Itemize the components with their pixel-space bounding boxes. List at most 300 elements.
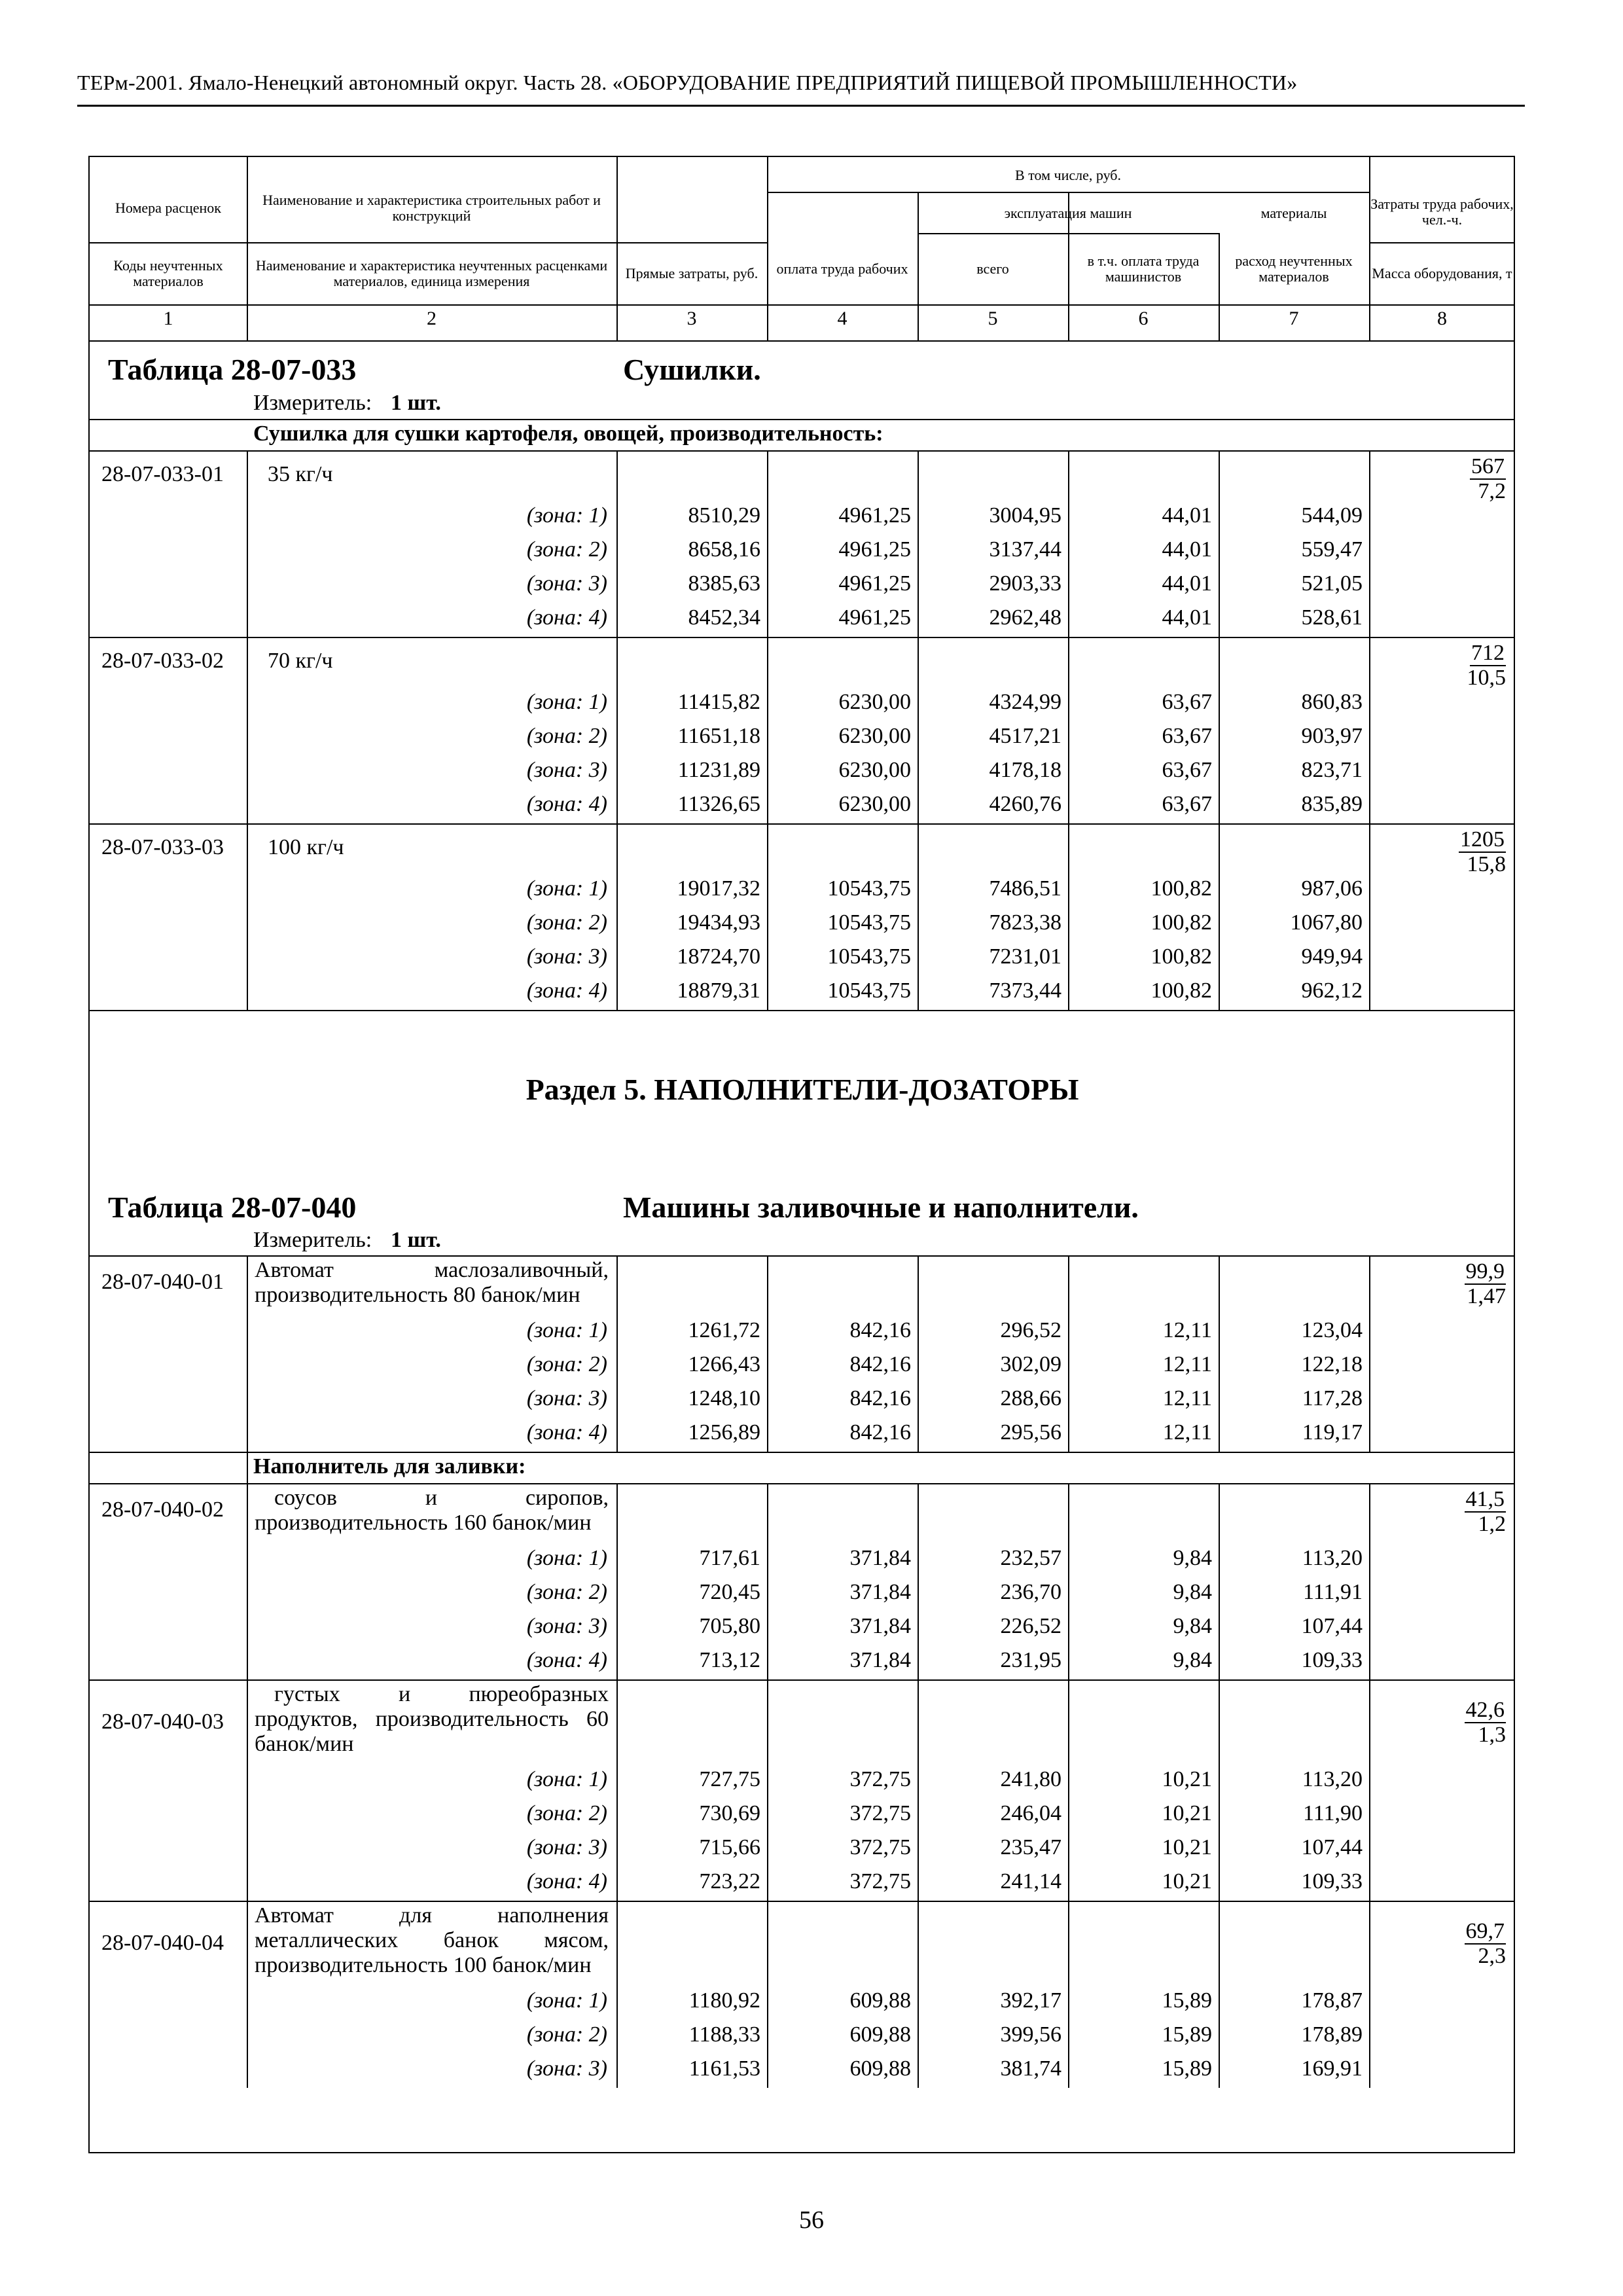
column-number: 2 <box>427 308 437 329</box>
cost-value: 6230,00 <box>838 690 911 714</box>
column-number: 7 <box>1289 308 1299 329</box>
column-number: 5 <box>988 308 998 329</box>
page-number: 56 <box>799 2206 824 2234</box>
zone-label: (зона: 1) <box>526 1767 607 1791</box>
rule <box>918 637 919 823</box>
cost-value: 19017,32 <box>677 876 760 901</box>
cost-value: 10543,75 <box>827 876 911 901</box>
cost-value: 4961,25 <box>838 537 911 562</box>
rule <box>616 1255 618 1452</box>
cost-value: 113,20 <box>1302 1546 1363 1570</box>
cost-value: 7823,38 <box>989 910 1061 935</box>
cost-value: 109,33 <box>1301 1648 1363 1672</box>
zone-label: (зона: 2) <box>526 910 607 935</box>
col-machines-total-header: всего <box>976 260 1009 277</box>
cost-value: 123,04 <box>1301 1318 1363 1342</box>
labor-hours: 42,6 <box>1465 1698 1505 1722</box>
cost-value: 100,82 <box>1150 944 1212 969</box>
cost-value: 63,67 <box>1162 724 1212 748</box>
cost-value: 232,57 <box>1000 1546 1061 1570</box>
labor-mass-fraction <box>1376 827 1506 876</box>
cost-value: 4517,21 <box>989 724 1061 748</box>
col-work-name-header: Наименование и характеристика строительных работ и конструкций <box>262 192 601 224</box>
cost-value: 11651,18 <box>677 724 760 748</box>
rule <box>918 1901 919 2088</box>
rule <box>1369 823 1370 1010</box>
col-mass-header: Масса оборудования, т <box>1372 264 1512 281</box>
column-number: 8 <box>1437 308 1447 329</box>
cost-value: 715,66 <box>699 1835 760 1859</box>
group-caption: Наполнитель для заливки: <box>253 1454 526 1479</box>
rule <box>90 340 1515 342</box>
rule <box>247 1452 248 1483</box>
rule <box>767 823 768 1010</box>
cost-value: 235,47 <box>1000 1835 1061 1859</box>
rule <box>767 1483 768 1679</box>
cost-value: 117,28 <box>1302 1386 1363 1410</box>
rule <box>1369 242 1515 243</box>
rule <box>767 637 768 823</box>
zone-label: (зона: 1) <box>526 1318 607 1342</box>
cost-value: 7373,44 <box>989 978 1061 1003</box>
zone-label: (зона: 4) <box>526 1420 607 1444</box>
cost-value: 11326,65 <box>677 792 760 816</box>
rate-code: 28-07-040-03 <box>101 1710 224 1734</box>
cost-value: 4961,25 <box>838 503 911 528</box>
cost-value: 730,69 <box>699 1801 760 1825</box>
equipment-mass: 7,2 <box>1478 479 1506 503</box>
group-materials-header: материалы <box>1260 205 1327 221</box>
zone-label: (зона: 2) <box>526 537 607 562</box>
cost-value: 1248,10 <box>688 1386 760 1410</box>
cost-value: 720,45 <box>699 1580 760 1604</box>
cost-value: 113,20 <box>1302 1767 1363 1791</box>
cost-value: 295,56 <box>1000 1420 1061 1444</box>
zone-label: (зона: 3) <box>526 2056 607 2081</box>
rule <box>767 192 1369 193</box>
cost-value: 11415,82 <box>677 690 760 714</box>
cost-value: 609,88 <box>849 2056 911 2081</box>
measure-label: Измеритель: <box>253 1228 372 1252</box>
cost-value: 178,89 <box>1301 2022 1363 2047</box>
cost-value: 178,87 <box>1301 1988 1363 2013</box>
rule <box>90 1452 1515 1453</box>
zone-label: (зона: 1) <box>526 876 607 901</box>
table-name: Сушилки. <box>623 353 761 386</box>
cost-value: 241,14 <box>1000 1869 1061 1893</box>
rule <box>616 450 618 637</box>
zone-label: (зона: 1) <box>526 690 607 714</box>
rule <box>90 1255 1515 1257</box>
rule <box>1369 1679 1370 1901</box>
cost-value: 842,16 <box>849 1318 911 1342</box>
cost-value: 1067,80 <box>1290 910 1363 935</box>
zone-label: (зона: 2) <box>526 2022 607 2047</box>
column-number: 1 <box>163 308 173 329</box>
cost-value: 371,84 <box>849 1580 911 1604</box>
cost-value: 12,11 <box>1162 1352 1212 1376</box>
cost-value: 231,95 <box>1000 1648 1061 1672</box>
labor-mass-fraction <box>1376 641 1506 690</box>
cost-value: 544,09 <box>1301 503 1363 528</box>
cost-value: 3004,95 <box>989 503 1061 528</box>
labor-hours: 1205 <box>1460 827 1505 852</box>
cost-value: 842,16 <box>849 1420 911 1444</box>
col-labor-header: Затраты труда рабочих, чел.-ч. <box>1370 196 1514 228</box>
cost-value: 6230,00 <box>838 792 911 816</box>
rule <box>1068 1901 1069 2088</box>
cost-value: 372,75 <box>849 1767 911 1791</box>
cost-value: 1180,92 <box>688 1988 760 2013</box>
cost-value: 1261,72 <box>688 1318 760 1342</box>
rule <box>1219 823 1220 1010</box>
rule <box>767 1255 768 1452</box>
cost-value: 609,88 <box>849 1988 911 2013</box>
rule <box>1068 1679 1069 1901</box>
cost-value: 100,82 <box>1150 978 1212 1003</box>
rule <box>1068 1483 1069 1679</box>
labor-hours: 567 <box>1471 454 1505 478</box>
zone-label: (зона: 4) <box>526 792 607 816</box>
cost-value: 44,01 <box>1162 571 1212 596</box>
rate-code: 28-07-040-02 <box>101 1498 224 1522</box>
labor-hours: 99,9 <box>1465 1259 1505 1283</box>
rule <box>616 823 618 1010</box>
col-direct-cost-header: Прямые затраты, руб. <box>625 264 758 281</box>
col-material-codes-header: Коды неучтенных материалов <box>113 257 223 289</box>
cost-value: 119,17 <box>1302 1420 1363 1444</box>
cost-value: 723,22 <box>699 1869 760 1893</box>
cost-value: 371,84 <box>849 1648 911 1672</box>
cost-value: 3137,44 <box>989 537 1061 562</box>
cost-value: 9,84 <box>1173 1614 1212 1638</box>
cost-value: 609,88 <box>849 2022 911 2047</box>
rule <box>1369 450 1370 637</box>
section-title: Раздел 5. НАПОЛНИТЕЛИ-ДОЗАТОРЫ <box>526 1073 1079 1106</box>
cost-value: 107,44 <box>1301 1614 1363 1638</box>
zone-label: (зона: 3) <box>526 758 607 782</box>
cost-value: 111,90 <box>1303 1801 1363 1825</box>
rule <box>767 1901 768 2088</box>
cost-value: 4961,25 <box>838 571 911 596</box>
labor-hours: 41,5 <box>1465 1487 1505 1511</box>
rule <box>90 450 1515 452</box>
cost-value: 8658,16 <box>688 537 760 562</box>
zone-label: (зона: 1) <box>526 503 607 528</box>
cost-value: 107,44 <box>1301 1835 1363 1859</box>
cost-value: 962,12 <box>1301 978 1363 1003</box>
cost-value: 296,52 <box>1000 1318 1061 1342</box>
cost-value: 19434,93 <box>677 910 760 935</box>
rule <box>90 637 1515 638</box>
item-name: 35 кг/ч <box>268 462 333 486</box>
cost-value: 1161,53 <box>688 2056 760 2081</box>
rule <box>767 1679 768 1901</box>
measure-value: 1 шт. <box>391 1228 441 1252</box>
rule <box>247 450 248 637</box>
running-title: ТЕРм-2001. Ямало-Ненецкий автономный округ. Часть 28. «ОБОРУДОВАНИЕ ПРЕДПРИЯТИЙ ПИЩЕВОЙ ПРОМЫШЛЕННОСТИ» <box>77 71 1298 94</box>
cost-value: 10,21 <box>1162 1869 1212 1893</box>
cost-value: 399,56 <box>1000 2022 1061 2047</box>
rule <box>918 450 919 637</box>
cost-value: 122,18 <box>1301 1352 1363 1376</box>
cost-value: 7486,51 <box>989 876 1061 901</box>
rule <box>918 823 919 1010</box>
cost-value: 10543,75 <box>827 944 911 969</box>
cost-value: 987,06 <box>1301 876 1363 901</box>
cost-value: 371,84 <box>849 1614 911 1638</box>
cost-value: 109,33 <box>1301 1869 1363 1893</box>
cost-value: 727,75 <box>699 1767 760 1791</box>
cost-value: 10543,75 <box>827 910 911 935</box>
col-worker-pay-header: оплата труда рабочих <box>776 260 908 277</box>
cost-value: 1188,33 <box>688 2022 760 2047</box>
rule <box>90 1901 1515 1902</box>
cost-value: 44,01 <box>1162 605 1212 630</box>
rule <box>616 637 618 823</box>
cost-value: 392,17 <box>1000 1988 1061 2013</box>
item-name: 70 кг/ч <box>268 649 333 673</box>
cost-value: 372,75 <box>849 1869 911 1893</box>
rule <box>1369 1483 1370 1679</box>
cost-value: 860,83 <box>1301 690 1363 714</box>
cost-value: 15,89 <box>1162 2022 1212 2047</box>
cost-value: 241,80 <box>1000 1767 1061 1791</box>
cost-value: 4961,25 <box>838 605 911 630</box>
labor-mass-fraction <box>1376 1259 1506 1308</box>
rule <box>247 1901 248 2088</box>
zone-label: (зона: 3) <box>526 944 607 969</box>
cost-value: 10,21 <box>1162 1801 1212 1825</box>
table-title: Таблица 28-07-033 <box>108 353 357 386</box>
item-name: соусов и сиропов, производительность 160 банок/мин <box>255 1486 609 1535</box>
zone-label: (зона: 3) <box>526 1614 607 1638</box>
cost-value: 2903,33 <box>989 571 1061 596</box>
cost-value: 44,01 <box>1162 503 1212 528</box>
cost-value: 12,11 <box>1162 1386 1212 1410</box>
rule <box>1219 1255 1220 1452</box>
zone-label: (зона: 1) <box>526 1988 607 2013</box>
cost-value: 9,84 <box>1173 1580 1212 1604</box>
measure-label: Измеритель: <box>253 391 372 415</box>
rate-code: 28-07-040-01 <box>101 1270 224 1294</box>
cost-value: 63,67 <box>1162 792 1212 816</box>
cost-value: 2962,48 <box>989 605 1061 630</box>
zone-label: (зона: 3) <box>526 1386 607 1410</box>
cost-value: 835,89 <box>1301 792 1363 816</box>
cost-value: 371,84 <box>849 1546 911 1570</box>
rule <box>1219 637 1220 823</box>
rule <box>1068 450 1069 637</box>
rate-code: 28-07-040-04 <box>101 1931 224 1955</box>
cost-value: 18879,31 <box>677 978 760 1003</box>
cost-value: 63,67 <box>1162 758 1212 782</box>
cost-value: 226,52 <box>1000 1614 1061 1638</box>
rule <box>1068 637 1069 823</box>
labor-hours: 69,7 <box>1465 1919 1505 1943</box>
cost-value: 559,47 <box>1301 537 1363 562</box>
group-machines-header: эксплуатация машин <box>1004 205 1132 221</box>
rates-table <box>88 156 1515 2153</box>
item-name: Автомат маслозаливочный, производительность 80 банок/мин <box>255 1258 609 1307</box>
cost-value: 1256,89 <box>688 1420 760 1444</box>
header-rule <box>77 105 1525 107</box>
zone-label: (зона: 4) <box>526 605 607 630</box>
rate-code: 28-07-033-01 <box>101 462 224 486</box>
cost-value: 823,71 <box>1301 758 1363 782</box>
cost-value: 949,94 <box>1301 944 1363 969</box>
col-rate-numbers-header: Номера расценок <box>115 200 221 216</box>
cost-value: 100,82 <box>1150 876 1212 901</box>
rule <box>1369 1901 1370 2088</box>
equipment-mass: 10,5 <box>1467 666 1506 690</box>
column-number: 3 <box>687 308 697 329</box>
labor-mass-fraction <box>1376 1698 1506 1747</box>
equipment-mass: 1,3 <box>1478 1723 1506 1747</box>
equipment-mass: 2,3 <box>1478 1944 1506 1968</box>
column-number: 4 <box>837 308 847 329</box>
zone-label: (зона: 1) <box>526 1546 607 1570</box>
rule <box>1219 1483 1220 1679</box>
cost-value: 6230,00 <box>838 758 911 782</box>
cost-value: 381,74 <box>1000 2056 1061 2081</box>
cost-value: 12,11 <box>1162 1420 1212 1444</box>
zone-label: (зона: 2) <box>526 1352 607 1376</box>
cost-value: 8385,63 <box>688 571 760 596</box>
cost-value: 1266,43 <box>688 1352 760 1376</box>
cost-value: 44,01 <box>1162 537 1212 562</box>
cost-value: 302,09 <box>1000 1352 1061 1376</box>
rate-code: 28-07-033-02 <box>101 649 224 673</box>
rule <box>1369 637 1370 823</box>
zone-label: (зона: 4) <box>526 978 607 1003</box>
cost-value: 18724,70 <box>677 944 760 969</box>
zone-label: (зона: 3) <box>526 1835 607 1859</box>
cost-value: 372,75 <box>849 1801 911 1825</box>
rule <box>1219 1901 1220 2088</box>
zone-label: (зона: 4) <box>526 1648 607 1672</box>
zone-label: (зона: 3) <box>526 571 607 596</box>
rule <box>616 1901 618 2088</box>
group-caption: Сушилка для сушки картофеля, овощей, производительность: <box>253 422 883 446</box>
item-name: Автомат для наполнения металлических банок мясом, производительность 100 банок/мин <box>255 1903 609 1977</box>
cost-value: 10543,75 <box>827 978 911 1003</box>
cost-value: 842,16 <box>849 1352 911 1376</box>
zone-label: (зона: 4) <box>526 1869 607 1893</box>
rule <box>918 1483 919 1679</box>
cost-value: 4178,18 <box>989 758 1061 782</box>
zone-label: (зона: 2) <box>526 1580 607 1604</box>
equipment-mass: 1,47 <box>1467 1284 1506 1308</box>
rule <box>90 823 1515 825</box>
cost-value: 12,11 <box>1162 1318 1212 1342</box>
cost-value: 8452,34 <box>688 605 760 630</box>
cost-value: 842,16 <box>849 1386 911 1410</box>
cost-value: 236,70 <box>1000 1580 1061 1604</box>
cost-value: 713,12 <box>699 1648 760 1672</box>
cost-value: 7231,01 <box>989 944 1061 969</box>
cost-value: 9,84 <box>1173 1648 1212 1672</box>
cost-value: 4324,99 <box>989 690 1061 714</box>
rule <box>1068 823 1069 1010</box>
rule <box>247 823 248 1010</box>
cost-value: 111,91 <box>1303 1580 1363 1604</box>
equipment-mass: 15,8 <box>1467 852 1506 876</box>
rule <box>918 1255 919 1452</box>
cost-value: 705,80 <box>699 1614 760 1638</box>
group-including-header: В том числе, руб. <box>1015 166 1121 183</box>
labor-mass-fraction <box>1376 1919 1506 1968</box>
rule <box>247 1255 248 1452</box>
cost-value: 10,21 <box>1162 1835 1212 1859</box>
table-name: Машины заливочные и наполнители. <box>623 1191 1139 1224</box>
rule <box>918 233 1219 234</box>
rule <box>247 1483 248 1679</box>
cost-value: 372,75 <box>849 1835 911 1859</box>
rule <box>1219 450 1220 637</box>
measure-value: 1 шт. <box>391 391 441 415</box>
rule <box>90 1483 1515 1484</box>
rule <box>90 304 1515 306</box>
labor-mass-fraction <box>1376 1487 1506 1536</box>
rule <box>90 419 1515 420</box>
item-name: 100 кг/ч <box>268 835 344 859</box>
equipment-mass: 1,2 <box>1478 1512 1506 1536</box>
item-name: густых и пюреобразных продуктов, производительность 60 банок/мин <box>255 1682 609 1756</box>
cost-value: 63,67 <box>1162 690 1212 714</box>
labor-mass-fraction <box>1376 454 1506 503</box>
cost-value: 4260,76 <box>989 792 1061 816</box>
cost-value: 11231,89 <box>677 758 760 782</box>
rule <box>90 1679 1515 1681</box>
rule <box>1369 1255 1370 1452</box>
cost-value: 169,91 <box>1301 2056 1363 2081</box>
cost-value: 246,04 <box>1000 1801 1061 1825</box>
rule <box>90 242 767 243</box>
rule <box>767 450 768 637</box>
cost-value: 15,89 <box>1162 2056 1212 2081</box>
table-title: Таблица 28-07-040 <box>108 1191 357 1224</box>
rule <box>918 1679 919 1901</box>
labor-hours: 712 <box>1471 641 1505 665</box>
zone-label: (зона: 2) <box>526 1801 607 1825</box>
cost-value: 288,66 <box>1000 1386 1061 1410</box>
cost-value: 6230,00 <box>838 724 911 748</box>
cost-value: 528,61 <box>1301 605 1363 630</box>
rule <box>1068 1255 1069 1452</box>
rule <box>1219 1679 1220 1901</box>
rate-code: 28-07-033-03 <box>101 835 224 859</box>
cost-value: 8510,29 <box>688 503 760 528</box>
cost-value: 521,05 <box>1301 571 1363 596</box>
col-machinist-pay-header: в т.ч. оплата труда машинистов <box>1087 253 1200 285</box>
rule <box>616 1679 618 1901</box>
cost-value: 10,21 <box>1162 1767 1212 1791</box>
col-material-name-header: Наименование и характеристика неучтенных расценками материалов, единица измерения <box>255 257 608 289</box>
cost-value: 717,61 <box>699 1546 760 1570</box>
rule <box>90 1010 1515 1011</box>
rule <box>247 1679 248 1901</box>
col-unaccounted-materials-header: расход неучтенных материалов <box>1235 253 1353 285</box>
column-number: 6 <box>1138 308 1149 329</box>
cost-value: 9,84 <box>1173 1546 1212 1570</box>
zone-label: (зона: 2) <box>526 724 607 748</box>
rule <box>616 1483 618 1679</box>
cost-value: 15,89 <box>1162 1988 1212 2013</box>
rule <box>247 637 248 823</box>
cost-value: 100,82 <box>1150 910 1212 935</box>
cost-value: 903,97 <box>1301 724 1363 748</box>
